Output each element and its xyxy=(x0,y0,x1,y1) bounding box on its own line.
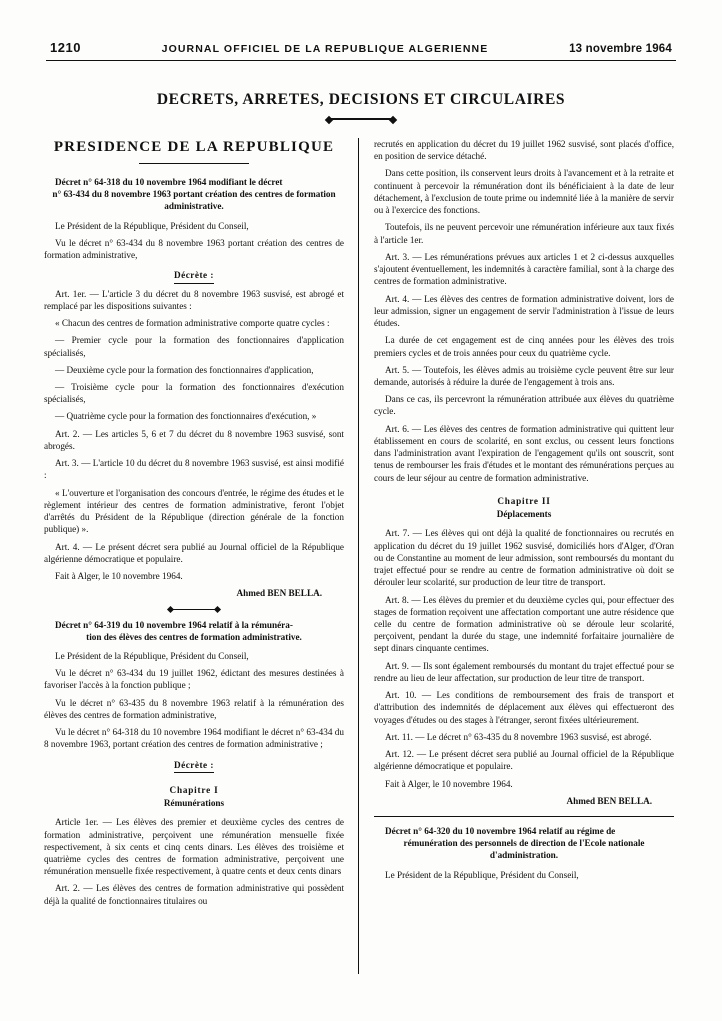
decree-64-319-fait: Fait à Alger, le 10 novembre 1964. xyxy=(385,778,513,789)
decree-64-319-vu-2: Vu le décret n° 63-435 du 8 novembre 1963 relatif à la rémunération des élèves des centres de formation administrative, xyxy=(44,697,344,720)
decree-64-318-art1: Art. 1er. — L'article 3 du décret du 8 novembre 1963 susvisé, est abrogé et remplacé par les dispositions suivantes : xyxy=(44,288,344,311)
header-rule xyxy=(46,60,676,61)
decree-64-318-fait: Fait à Alger, le 10 novembre 1964. xyxy=(55,571,183,582)
decree-64-318-heading-line2: n° 63-434 du 8 novembre 1963 portant création des centres de formation administrative. xyxy=(52,189,336,212)
right-column xyxy=(360,138,674,974)
decree-64-320-heading-line2: rémunération des personnels de direction de l'Ecole nationale d'administration. xyxy=(403,838,645,861)
decree-64-318-art3-quote: « L'ouverture et l'organisation des concours d'entrée, le régime des études et le règlement intérieur des centres de formation administrative, feront l'objet d'arrêtés du Président de la République (direction générale de la fonction publique) ». xyxy=(44,487,344,535)
chapter-1-title: Chapitre I xyxy=(169,784,219,795)
decree-64-318-art1-d: — Quatrième cycle pour la formation des fonctionnaires d'exécution, » xyxy=(55,411,317,422)
decrete-label: Décrète : xyxy=(174,269,214,283)
decrete-label-2: Décrète : xyxy=(174,759,214,773)
decree-64-319-heading-line2: tion des élèves des centres de formation administrative. xyxy=(86,631,302,642)
decree-64-319-vu-3: Vu le décret n° 64-318 du 10 novembre 1964 modifiant le décret n° 63-434 du 8 novembre 1963, portant création des centres de formation administrative ; xyxy=(44,727,344,750)
decree-64-319-art6: Art. 6. — Les élèves des centres de formation administrative qui quittent leur établissement en cours de scolarité, en sont exclus, ou cessent leurs fonctions dans l'administration avant l'expiration de l'engagement qu'ils ont souscrit, sont tenus de rembourser les frais d'études et le montant des rémunérations perçues au cours de leur séjour au centre de formation administrative. xyxy=(374,423,674,483)
chapter-1-subtitle: Rémunérations xyxy=(163,798,225,809)
decree-64-319-decrete xyxy=(44,759,344,773)
decree-64-319-art8: Art. 8. — Les élèves du premier et du deuxième cycles qui, pour effectuer des stages de formation reçoivent une affectation comportant une autre résidence que celle du centre de formation administrative où se déroule leur scolarité, perçoivent, pendant la durée du stage, une indemnité forfaitaire journalière de sept dinars cinquante centimes. xyxy=(374,594,674,654)
running-header xyxy=(44,40,678,58)
decree-64-319-art3: Art. 3. — Les rémunérations prévues aux articles 1 et 2 ci-dessus auxquelles s'ajoutent éventuellement, les indemnités à caractère familial, sont à la charge des centres de formation administrative. xyxy=(374,251,674,287)
decree-64-319-art12: Art. 12. — Le présent décret sera publié au Journal officiel de la République algérienne démocratique et populaire. xyxy=(374,749,674,772)
chapter-2-subtitle: Déplacements xyxy=(496,509,552,520)
decree-64-319-heading-line1: Décret n° 64-319 du 10 novembre 1964 relatif à la rémunéra- xyxy=(55,619,293,630)
decree-64-318-art1-b: — Deuxième cycle pour la formation des fonctionnaires d'application, xyxy=(55,364,314,375)
decree-64-318-art1-a: — Premier cycle pour la formation des fonctionnaires d'application spécialisés, xyxy=(44,335,344,358)
decree-64-318-art4: Art. 4. — Le présent décret sera publié au Journal officiel de la République algérienne démocratique et populaire. xyxy=(44,541,344,564)
decree-64-318-art2: Art. 2. — Les articles 5, 6 et 7 du décret du 8 novembre 1963 susvisé, sont abrogés. xyxy=(44,428,344,451)
decree-64-320-heading xyxy=(374,825,674,862)
decree-64-319-art2-cont: recrutés en application du décret du 19 juillet 1962 susvisé, sont placés d'office, en position de service détaché. xyxy=(374,139,674,162)
decree-64-318-signature: Ahmed BEN BELLA. xyxy=(236,588,322,599)
decree-64-319-signature: Ahmed BEN BELLA. xyxy=(566,795,652,806)
decree-64-320-preamble: Le Président de la République, Président du Conseil, xyxy=(385,869,579,880)
decree-64-319-art11: Art. 11. — Le décret n° 63-435 du 8 novembre 1963 susvisé, est abrogé. xyxy=(385,731,652,742)
decree-separator-ornament xyxy=(172,609,216,610)
two-column-body xyxy=(44,138,678,974)
section-title: PRESIDENCE DE LA REPUBLIQUE xyxy=(53,139,335,155)
decree-64-319-art10: Art. 10. — Les conditions de remboursement des frais de transport et d'attribution des indemnités de déplacement aux élèves qui effectueront des voyages d'études ou des stages à l'étranger, seront fixées ultérieurement. xyxy=(374,690,674,725)
decree-64-319-preamble: Le Président de la République, Président du Conseil, xyxy=(55,650,249,661)
decree-64-318-heading-line1: Décret n° 64-318 du 10 novembre 1964 modifiant le décret xyxy=(55,176,283,187)
decree-64-319-heading xyxy=(44,619,344,643)
decree-64-318-art1-quote: « Chacun des centres de formation administrative comporte quatre cycles : xyxy=(55,318,330,329)
ornament-divider xyxy=(331,118,391,120)
decree-64-318-preamble: Le Président de la République, Président du Conseil, xyxy=(55,220,249,231)
chapter-2-title: Chapitre II xyxy=(497,495,551,506)
decree-64-319-art2: Art. 2. — Les élèves des centres de formation administrative qui possèdent déjà la qualité de fonctionnaires titulaires ou xyxy=(44,883,344,906)
journal-title: JOURNAL OFFICIEL DE LA REPUBLIQUE ALGERIENNE xyxy=(161,43,489,55)
decree-64-319-art4: Art. 4. — Les élèves des centres de formation administrative doivent, lors de leur admission, signer un engagement de servir l'administration à l'issue de leurs études. xyxy=(374,293,674,329)
decree-64-319-vu-1: Vu le décret n° 63-434 du 19 juillet 1962, édictant des mesures destinées à favoriser l'accès à la fonction publique ; xyxy=(44,668,344,691)
decree-64-319-art1: Article 1er. — Les élèves des premier et deuxième cycles des centres de formation administrative, perçoivent une rémunération mensuelle fixée respectivement, à six cents et cinq cents dinars. Les élèves des troisième et quatrième cycles des centres de formation administrative, perçoivent une rémunération mensuelle fixée respectivement, à quatre cents et deux cents dinars xyxy=(44,817,344,877)
decree-64-318-heading xyxy=(44,176,344,213)
decree-64-318-decrete xyxy=(44,269,344,283)
issue-date: 13 novembre 1964 xyxy=(569,43,672,55)
page-number: 1210 xyxy=(50,40,81,55)
decree-64-319-art4-p2: La durée de cet engagement est de cinq années pour les élèves des trois premiers cycles et de trois années pour ceux du quatrième cycle. xyxy=(374,335,674,358)
decree-64-319-art2-p2: Dans cette position, ils conservent leurs droits à l'avancement et à la retraite et continuent à percevoir la rémunération dont ils bénéficiaient à la date de leur détachement, à l'exclusion de toute prime ou indemnité liée à la manière de servir ou à l'exercice des fonctions. xyxy=(374,168,674,216)
decree-64-320-heading-line1: Décret n° 64-320 du 10 novembre 1964 relatif au régime de xyxy=(385,826,616,837)
decree-separator-rule xyxy=(374,816,674,817)
decree-64-319-art9: Art. 9. — Ils sont également remboursés du montant du trajet effectué pour se rendre au lieu de leur affectation, sur production de leur titre de transport. xyxy=(374,660,674,683)
column-divider xyxy=(358,138,359,974)
decree-64-319-art5-p2: Dans ce cas, ils percevront la rémunération attribuée aux élèves du quatrième cycle. xyxy=(374,394,674,417)
page-title: DECRETS, ARRETES, DECISIONS ET CIRCULAIRES xyxy=(156,91,566,108)
decree-64-318-art1-c: — Troisième cycle pour la formation des fonctionnaires d'exécution spécialisés, xyxy=(44,381,344,405)
left-column xyxy=(44,138,357,974)
decree-64-319-art2-p3: Toutefois, ils ne peuvent percevoir une rémunération inférieure aux taux fixés à l'article 1er. xyxy=(374,222,674,245)
decree-64-319-art5: Art. 5. — Toutefois, les élèves admis au troisième cycle peuvent être sur leur demande, autorisés à réduire la durée de l'engagement à trois ans. xyxy=(374,364,674,387)
decree-64-318-vu-1: Vu le décret n° 63-434 du 8 novembre 1963 portant création des centres de formation administrative, xyxy=(44,237,344,261)
decree-64-319-art7: Art. 7. — Les élèves qui ont déjà la qualité de fonctionnaires ou recrutés en application du décret du 19 juillet 1962 susvisé, domiciliés hors d'Alger, d'Oran ou de Constantine au moment de leur admission, sont remboursés du montant du trajet effectué pour se rendre au centre de formation administrative où doit se dérouler leur scolarité, sur production de leur titre de transport. xyxy=(374,528,674,588)
section-title-rule xyxy=(139,163,249,164)
decree-64-318-art3: Art. 3. — L'article 10 du décret du 8 novembre 1963 susvisé, est ainsi modifié : xyxy=(44,458,344,481)
